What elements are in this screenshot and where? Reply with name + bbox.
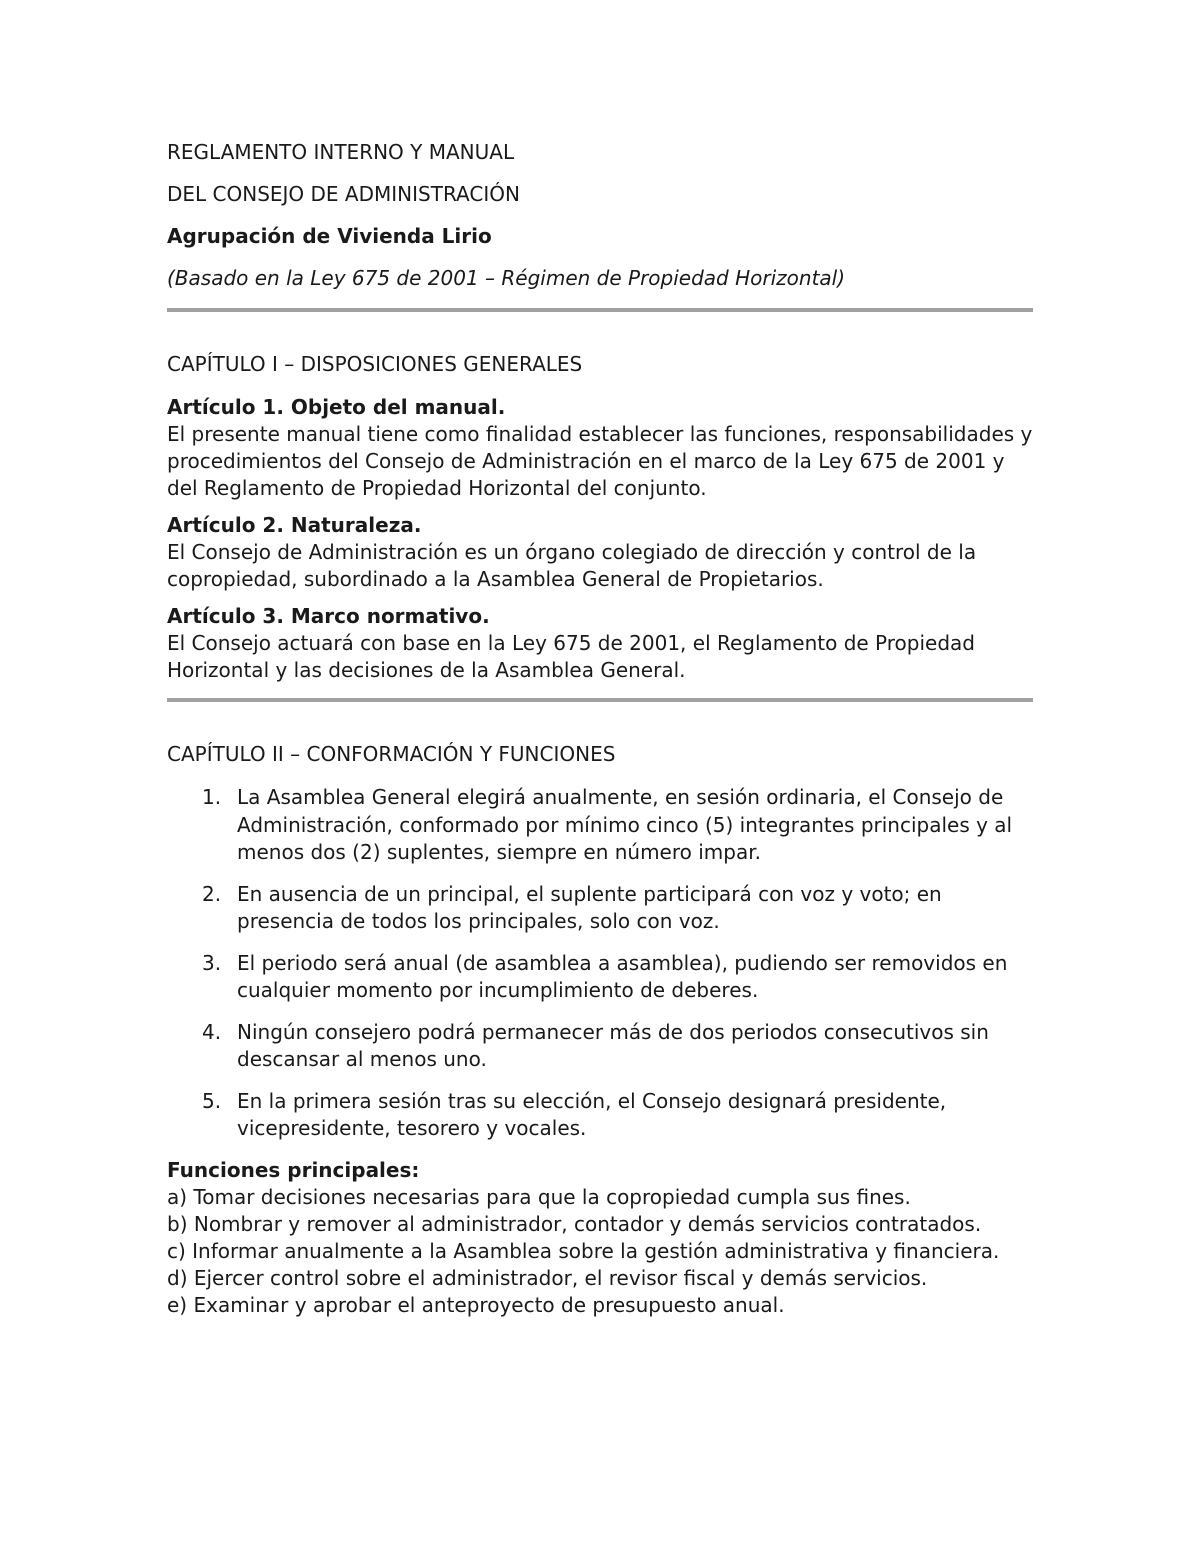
article-body: El Consejo de Administración es un órgano colegiado de dirección y control de la copropiedad, subordinado a la Asamblea General de Propietarios. bbox=[167, 540, 977, 591]
list-text: El periodo será anual (de asamblea a asamblea), pudiendo ser removidos en cualquier momento por incumplimiento de deberes. bbox=[237, 950, 1008, 1002]
list-item bbox=[167, 1088, 1033, 1143]
list-number: 3. bbox=[202, 950, 222, 975]
function-item: e) Examinar y aprobar el anteproyecto de presupuesto anual. bbox=[167, 1292, 785, 1317]
title-line-1: REGLAMENTO INTERNO Y MANUAL bbox=[167, 140, 515, 164]
list-number: 5. bbox=[202, 1088, 222, 1113]
list-text: La Asamblea General elegirá anualmente, en sesión ordinaria, el Consejo de Administración, conformado por mínimo cinco (5) integrantes principales y al menos dos (2) suplentes, siempre en número impar. bbox=[237, 785, 1013, 864]
list-text: En la primera sesión tras su elección, el Consejo designará presidente, vicepresidente, tesorero y vocales. bbox=[237, 1088, 947, 1140]
article-title: Artículo 1. Objeto del manual. bbox=[167, 395, 506, 419]
article-2 bbox=[167, 512, 1033, 593]
chapter-1-heading: CAPÍTULO I – DISPOSICIONES GENERALES bbox=[167, 352, 583, 376]
list-number: 2. bbox=[202, 881, 222, 906]
list-number: 1. bbox=[202, 785, 222, 809]
article-title: Artículo 3. Marco normativo. bbox=[167, 604, 490, 628]
list-item bbox=[167, 784, 1033, 867]
chapter-2-heading: CAPÍTULO II – CONFORMACIÓN Y FUNCIONES bbox=[167, 742, 616, 766]
list-number: 4. bbox=[202, 1019, 222, 1044]
function-item: c) Informar anualmente a la Asamblea sobre la gestión administrativa y financiera. bbox=[167, 1238, 1000, 1263]
provisions-list bbox=[167, 784, 1033, 1143]
article-body: El presente manual tiene como finalidad establecer las funciones, responsabilidades y procedimientos del Consejo de Administración en el marco de la Ley 675 de 2001 y del Reglamento de Propiedad Horizontal del conjunto. bbox=[167, 422, 1033, 500]
divider bbox=[167, 698, 1033, 702]
list-item bbox=[167, 1019, 1033, 1074]
legal-basis: (Basado en la Ley 675 de 2001 – Régimen de Propiedad Horizontal) bbox=[167, 266, 846, 290]
document-page bbox=[167, 138, 1033, 1319]
functions-section bbox=[167, 1157, 1033, 1319]
subtitle: Agrupación de Vivienda Lirio bbox=[167, 224, 492, 248]
list-text: En ausencia de un principal, el suplente participará con voz y voto; en presencia de todos los principales, solo con voz. bbox=[237, 881, 942, 933]
article-body: El Consejo actuará con base en la Ley 675 de 2001, el Reglamento de Propiedad Horizontal y las decisiones de la Asamblea General. bbox=[167, 631, 975, 682]
title-line-2: DEL CONSEJO DE ADMINISTRACIÓN bbox=[167, 182, 520, 206]
list-text: Ningún consejero podrá permanecer más de dos periodos consecutivos sin descansar al menos uno. bbox=[237, 1019, 989, 1071]
article-title: Artículo 2. Naturaleza. bbox=[167, 513, 422, 537]
function-item: d) Ejercer control sobre el administrador, el revisor fiscal y demás servicios. bbox=[167, 1265, 928, 1290]
functions-title: Funciones principales: bbox=[167, 1157, 420, 1182]
article-3 bbox=[167, 603, 1033, 684]
divider bbox=[167, 308, 1033, 312]
article-1 bbox=[167, 394, 1033, 502]
function-item: a) Tomar decisiones necesarias para que la copropiedad cumpla sus fines. bbox=[167, 1184, 911, 1209]
list-item bbox=[167, 950, 1033, 1005]
function-item: b) Nombrar y remover al administrador, contador y demás servicios contratados. bbox=[167, 1211, 982, 1236]
list-item bbox=[167, 881, 1033, 936]
